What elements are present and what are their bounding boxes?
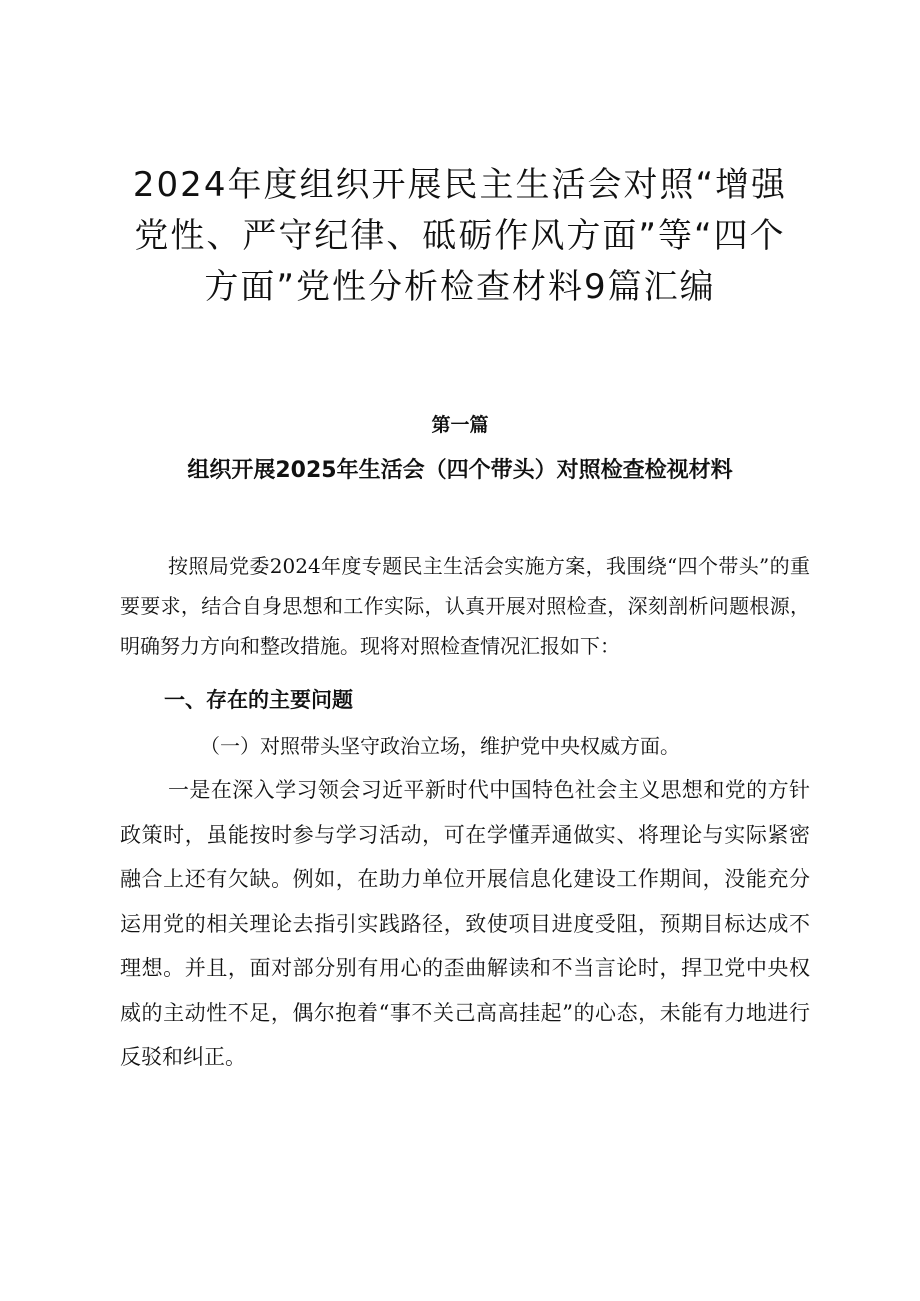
- chapter-title: 组织开展2025年生活会（四个带头）对照检查检视材料: [187, 458, 733, 483]
- chapter-label: 第一篇: [431, 414, 489, 436]
- body-paragraph: 一是在深入学习领会习近平新时代中国特色社会主义思想和党的方针政策时，虽能按时参与学习活动，可在学懂弄通做实、将理论与实际紧密融合上还有欠缺。例如，在助力单位开展信息化建设工作期间，没能充分运用党的相关理论去指引实践路径，致使项目进度受阻，预期目标达成不理想。并且，面对部分别有用心的歪曲解读和不当言论时，捍卫党中央权威的主动性不足，偶尔抱着“事不关己高高挂起”的心态，未能有力地进行反驳和纠正。: [120, 778, 810, 1069]
- subsection-heading: （一）对照带头坚守政治立场，维护党中央权威方面。: [200, 734, 680, 758]
- intro-paragraph: 按照局党委2024年度专题民主生活会实施方案，我围绕“四个带头”的重要要求，结合自身思想和工作实际，认真开展对照检查，深刻剖析问题根源，明确努力方向和整改措施。现将对照检查情况汇报如下：: [120, 554, 810, 658]
- document-title: 2024年度组织开展民主生活会对照“增强党性、严守纪律、砥砺作风方面”等“四个方面”党性分析检查材料9篇汇编: [132, 165, 788, 307]
- section-heading: 一、存在的主要问题: [164, 688, 353, 712]
